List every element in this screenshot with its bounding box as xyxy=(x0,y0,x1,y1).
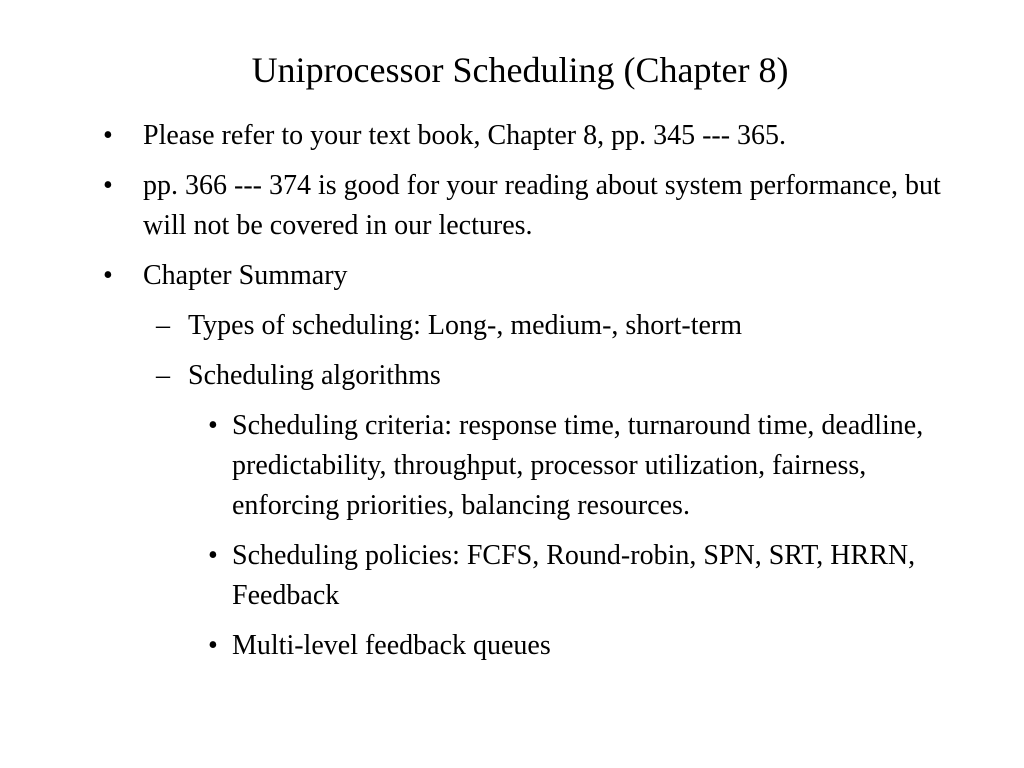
dash-marker: – xyxy=(156,310,170,341)
bullet-text: pp. 366 --- 374 is good for your reading about system performance, but will not be covered in our lectures. xyxy=(143,170,941,241)
sub-bullet-text: Types of scheduling: Long-, medium-, short-term xyxy=(188,310,743,341)
sub-sub-bullet-item xyxy=(0,626,1024,666)
bullet-text: Chapter Summary xyxy=(143,260,348,291)
bullet-marker: • xyxy=(103,120,113,151)
sub-sub-bullet-text: Scheduling criteria: response time, turnaround time, deadline, predictability, throughput, processor utilization, fairness, enforcing priorities, balancing resources. xyxy=(232,410,924,521)
sub-sub-bullet-item xyxy=(0,406,1024,526)
bullet-marker: • xyxy=(208,410,218,441)
bullet-marker: • xyxy=(208,630,218,661)
slide-content xyxy=(0,116,1024,676)
sub-bullet-item xyxy=(0,356,1024,396)
sub-sub-bullet-item xyxy=(0,536,1024,616)
sub-bullet-item xyxy=(0,306,1024,346)
sub-sub-bullet-text: Scheduling policies: FCFS, Round-robin, SPN, SRT, HRRN, Feedback xyxy=(232,540,916,611)
dash-marker: – xyxy=(156,360,170,391)
bullet-item xyxy=(0,166,1024,246)
bullet-marker: • xyxy=(103,260,113,291)
bullet-text: Please refer to your text book, Chapter 8, pp. 345 --- 365. xyxy=(143,120,787,151)
bullet-item xyxy=(0,256,1024,296)
bullet-marker: • xyxy=(103,170,113,201)
sub-bullet-text: Scheduling algorithms xyxy=(188,360,441,391)
bullet-marker: • xyxy=(208,540,218,571)
slide-title: Uniprocessor Scheduling (Chapter 8) xyxy=(251,50,789,90)
bullet-item xyxy=(0,116,1024,156)
sub-sub-bullet-text: Multi-level feedback queues xyxy=(232,630,551,661)
